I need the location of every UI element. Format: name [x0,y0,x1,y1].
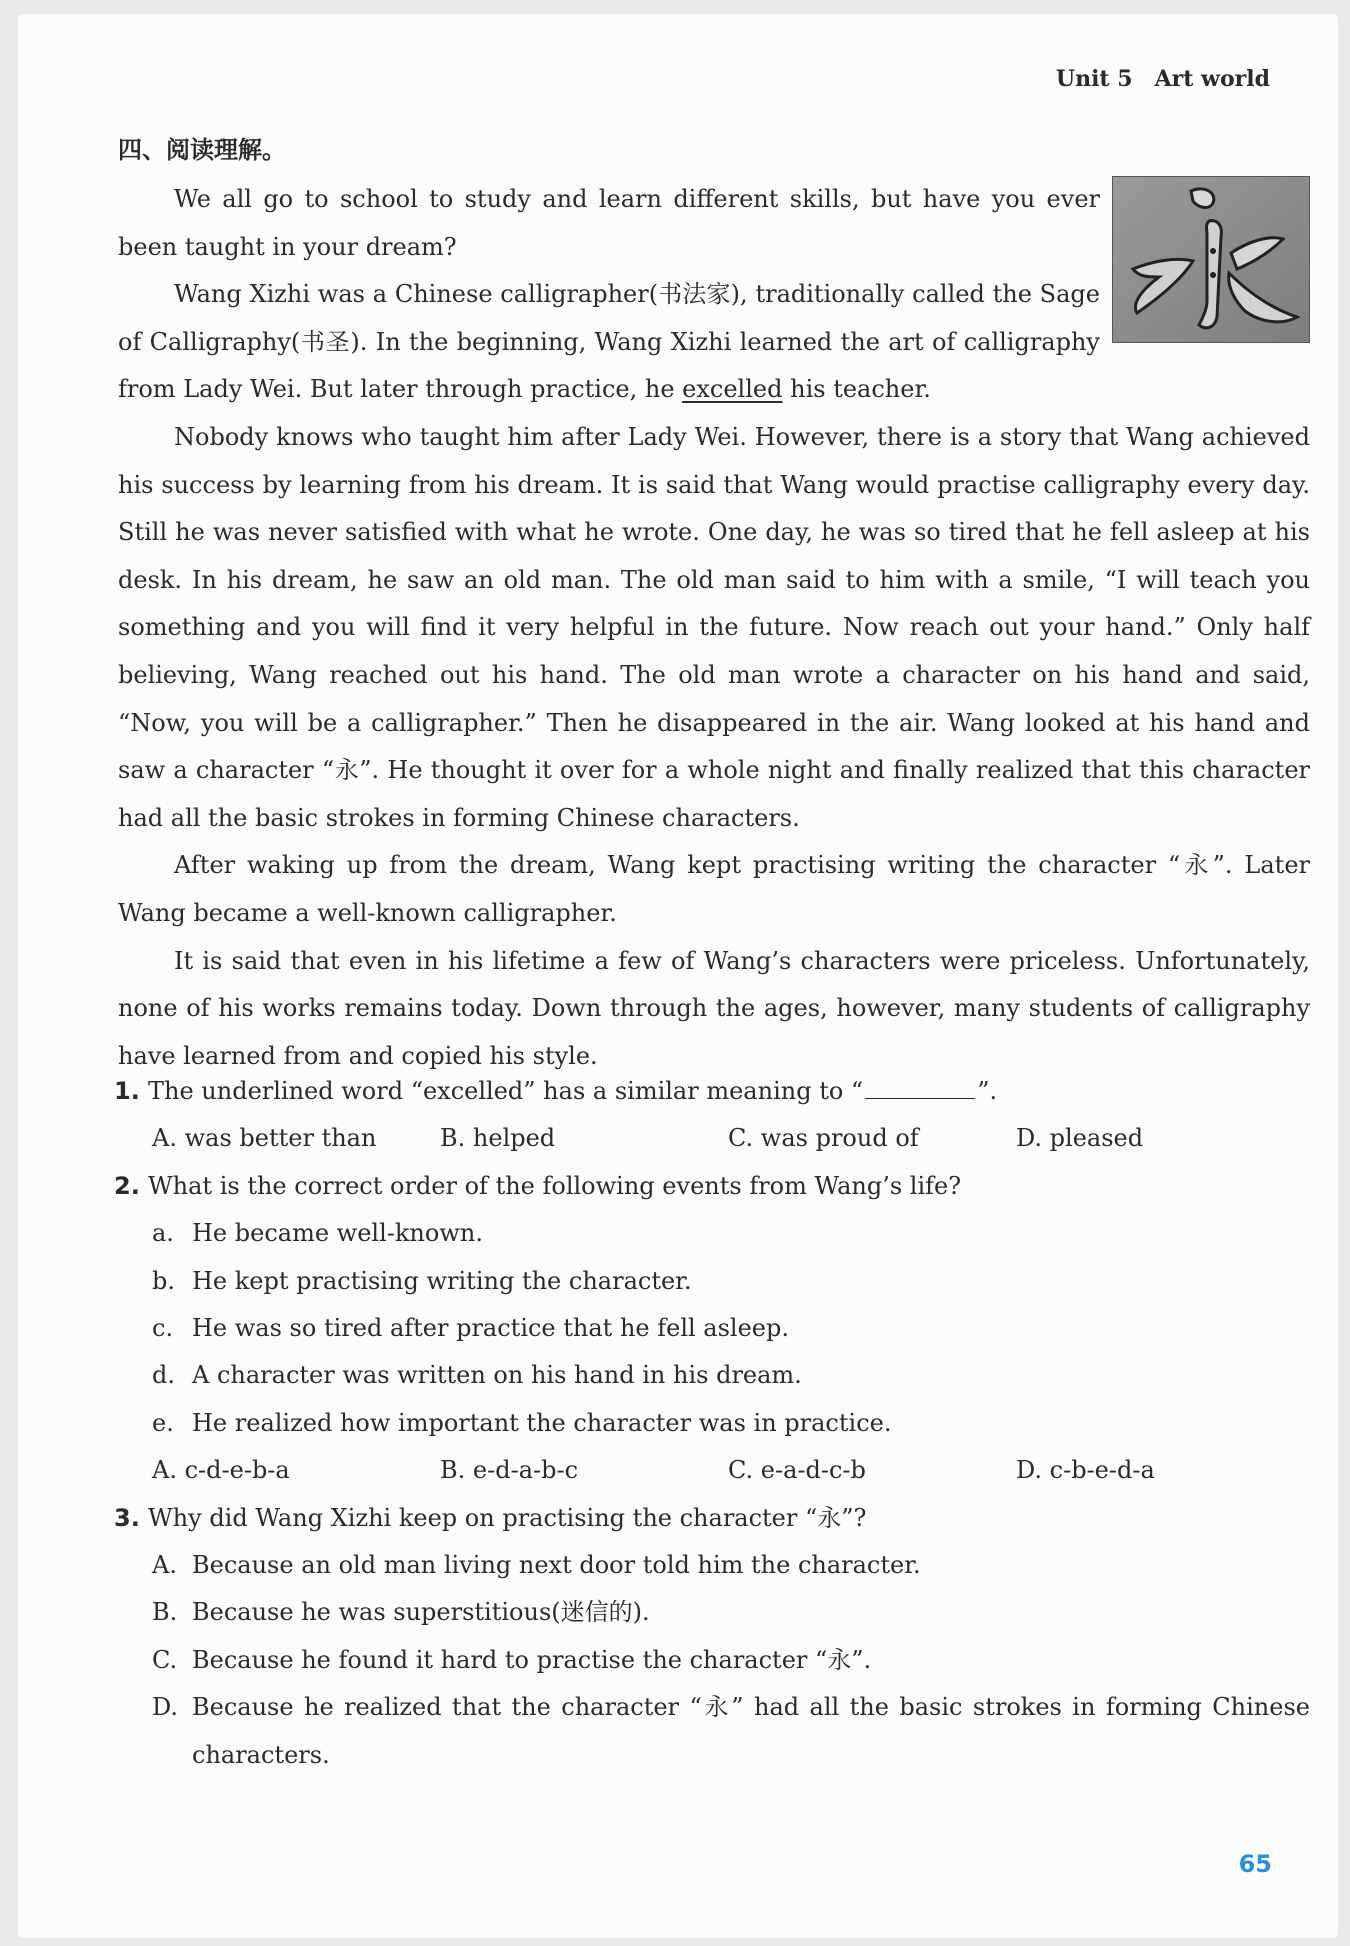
question-1 [114,1068,1310,1163]
option-b[interactable]: B. e-d-a-b-c [440,1456,579,1485]
option-a[interactable]: A. Because an old man living next door told him the character. [152,1551,921,1580]
option-b[interactable]: B. helped [440,1124,556,1153]
workbook-page [18,14,1338,1938]
question-number: 2. [114,1171,140,1200]
option-c[interactable]: C. Because he found it hard to practise the character “永”. [152,1645,872,1674]
event-e: e. He realized how important the character was in practice. [152,1408,892,1437]
question-stem: Why did Wang Xizhi keep on practising the character “永”? [148,1503,867,1532]
question-number: 3. [114,1503,140,1532]
option-a[interactable]: A. c-d-e-b-a [152,1456,290,1485]
event-list [114,1210,1310,1447]
option-b[interactable]: B. Because he was superstitious(迷信的). [152,1598,650,1627]
question-stem: What is the correct order of the following events from Wang’s life? [148,1171,962,1200]
question-2 [114,1163,1310,1495]
option-d[interactable]: D. c-b-e-d-a [1016,1456,1155,1485]
options-row [114,1447,1310,1494]
option-d[interactable]: D. Because he realized that the character “永” had all the basic strokes in forming Chinese characters. [152,1693,1310,1769]
paragraph-1: We all go to school to study and learn different skills, but have you ever been taught in your dream? [118,185,1100,261]
options-row [114,1115,1310,1162]
page-number: 65 [1238,1850,1272,1878]
answer-blank[interactable] [865,1078,975,1099]
event-d: d. A character was written on his hand in his dream. [152,1361,802,1390]
unit-header [1056,66,1270,92]
reading-passage [118,176,1310,1080]
calligraphy-yong-character-icon [1113,177,1309,342]
event-c: c. He was so tired after practice that he fell asleep. [152,1314,789,1343]
option-c[interactable]: C. e-a-d-c-b [728,1456,866,1485]
paragraph-5: It is said that even in his lifetime a few of Wang’s characters were priceless. Unfortunately, none of his works remains today. Down through the ages, however, many students of calligraphy have learned from and copied his style. [118,946,1310,1070]
question-3 [114,1495,1310,1779]
event-b: b. He kept practising writing the character. [152,1266,692,1295]
paragraph-3: Nobody knows who taught him after Lady Wei. However, there is a story that Wang achieved his success by learning from his dream. It is said that Wang would practise calligraphy every day. Still he was never satisfied with what he wrote. One day, he was so tired that he fell asleep at his desk. In his dream, he saw an old man. The old man said to him with a smile, “I will teach you something and you will find it very helpful in the future. Now reach out your hand.” Only half believing, Wang reached out his hand. The old man wrote a character on his hand and said, “Now, you will be a calligrapher.” Then he disappeared in the air. Wang looked at his hand and saw a character “永”. He thought it over for a whole night and finally realized that this character had all the basic strokes in forming Chinese characters. [118,422,1310,832]
calligraphy-image [1112,176,1310,343]
unit-number: Unit 5 [1055,66,1133,92]
paragraph-2: Wang Xizhi was a Chinese calligrapher(书法家), traditionally called the Sage of Calligraphy(书圣). In the beginning, Wang Xizhi learned the art of calligraphy from Lady Wei. But later through practice, he excelled his teacher. [118,280,1100,404]
paragraph-4: After waking up from the dream, Wang kept practising writing the character “永”. Later Wang became a well-known calligrapher. [118,851,1310,927]
question-stem: The underlined word “excelled” has a similar meaning to “ ”. [148,1077,998,1105]
underlined-word: excelled [682,375,783,404]
section-title: 四、阅读理解。 [118,136,286,164]
option-list [114,1542,1310,1779]
option-d[interactable]: D. pleased [1016,1124,1144,1153]
question-list [114,1068,1310,1779]
question-number: 1. [114,1077,140,1105]
option-c[interactable]: C. was proud of [728,1124,919,1153]
unit-title: Art world [1154,66,1270,92]
event-a: a. He became well-known. [152,1219,483,1248]
option-a[interactable]: A. was better than [152,1124,377,1153]
